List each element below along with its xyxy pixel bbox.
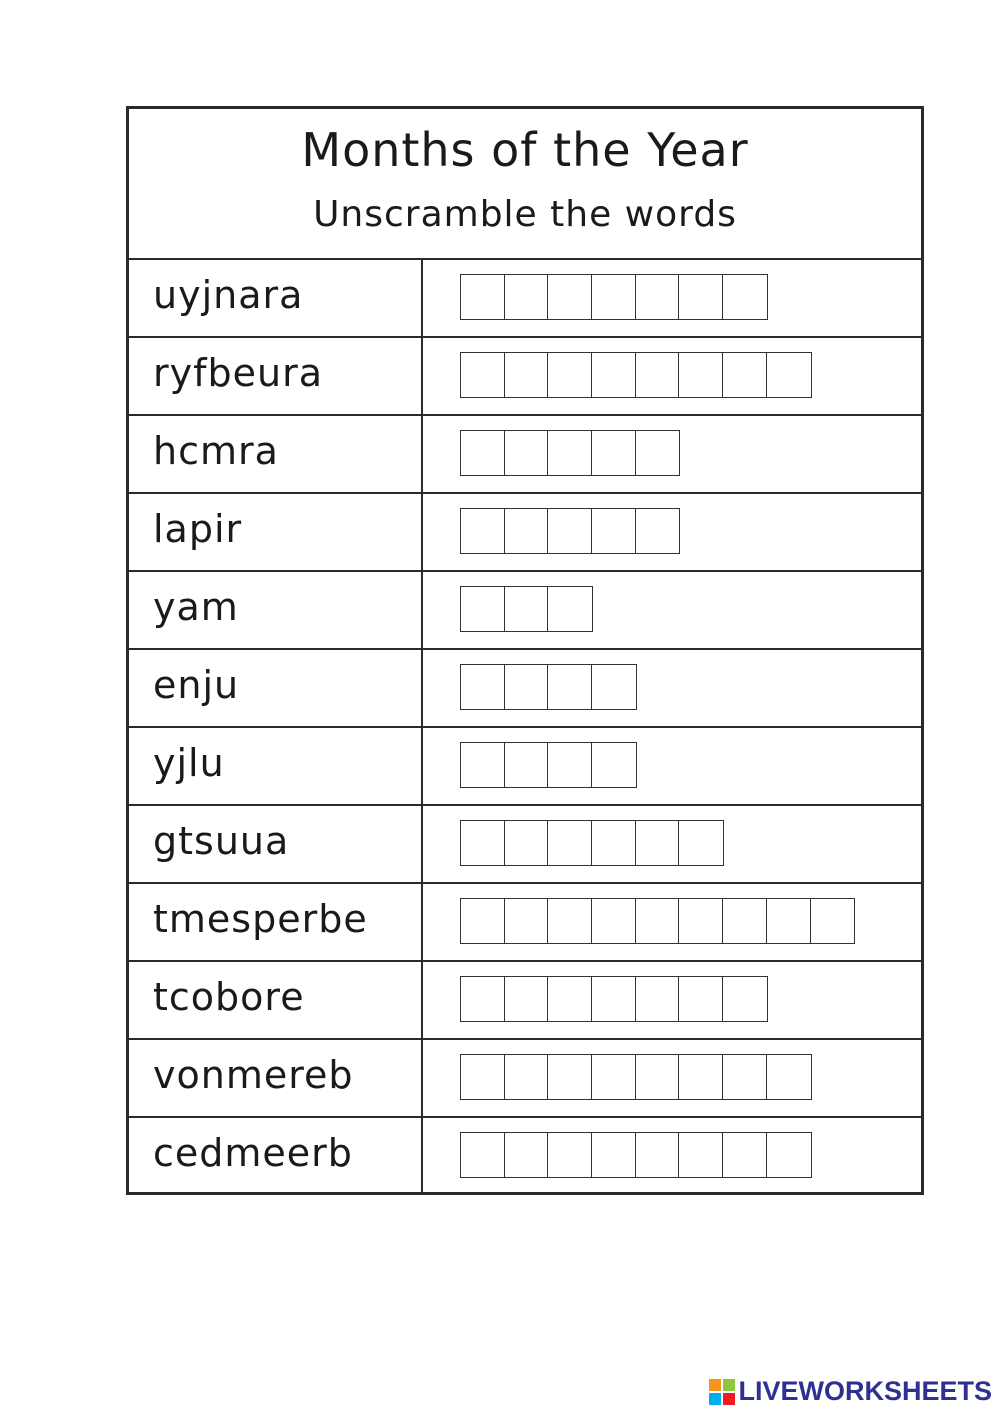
letter-box[interactable] (592, 431, 636, 475)
letter-boxes (460, 664, 637, 710)
letter-box[interactable] (767, 899, 811, 943)
liveworksheets-logo-icon (709, 1379, 735, 1405)
letter-box[interactable] (636, 1133, 680, 1177)
page-title: Months of the Year (301, 123, 749, 177)
letter-box[interactable] (679, 275, 723, 319)
scrambled-word: tcobore (129, 962, 423, 1038)
letter-box[interactable] (461, 509, 505, 553)
letter-box[interactable] (505, 587, 549, 631)
letter-box[interactable] (461, 275, 505, 319)
letter-box[interactable] (461, 1055, 505, 1099)
letter-box[interactable] (811, 899, 855, 943)
word-row (129, 884, 921, 962)
letter-box[interactable] (461, 665, 505, 709)
word-row (129, 494, 921, 572)
word-row (129, 806, 921, 884)
brand-watermark (709, 1376, 992, 1407)
letter-box[interactable] (592, 821, 636, 865)
letter-box[interactable] (636, 977, 680, 1021)
letter-box[interactable] (636, 821, 680, 865)
letter-box[interactable] (548, 899, 592, 943)
letter-box[interactable] (767, 1133, 811, 1177)
letter-box[interactable] (461, 977, 505, 1021)
page-subtitle: Unscramble the words (313, 194, 737, 235)
letter-box[interactable] (548, 1055, 592, 1099)
letter-box[interactable] (592, 353, 636, 397)
answer-cell (423, 1118, 921, 1194)
letter-box[interactable] (505, 977, 549, 1021)
letter-box[interactable] (592, 665, 636, 709)
letter-box[interactable] (636, 509, 680, 553)
scrambled-word: cedmeerb (129, 1118, 423, 1194)
word-row (129, 1118, 921, 1194)
letter-box[interactable] (505, 353, 549, 397)
letter-box[interactable] (723, 1055, 767, 1099)
letter-box[interactable] (461, 899, 505, 943)
scrambled-word: enju (129, 650, 423, 726)
scrambled-word: yam (129, 572, 423, 648)
answer-cell (423, 1040, 921, 1116)
letter-box[interactable] (723, 353, 767, 397)
scrambled-word: uyjnara (129, 260, 423, 336)
letter-box[interactable] (592, 1133, 636, 1177)
letter-box[interactable] (767, 1055, 811, 1099)
letter-box[interactable] (592, 743, 636, 787)
answer-cell (423, 962, 921, 1038)
letter-box[interactable] (548, 275, 592, 319)
answer-cell (423, 884, 921, 960)
letter-box[interactable] (592, 509, 636, 553)
letter-box[interactable] (636, 1055, 680, 1099)
letter-box[interactable] (592, 1055, 636, 1099)
letter-box[interactable] (679, 1055, 723, 1099)
letter-box[interactable] (767, 353, 811, 397)
word-row (129, 338, 921, 416)
answer-cell (423, 338, 921, 414)
word-row (129, 962, 921, 1040)
letter-box[interactable] (679, 1133, 723, 1177)
worksheet-header (129, 109, 921, 260)
letter-box[interactable] (461, 587, 505, 631)
letter-box[interactable] (505, 1055, 549, 1099)
word-row (129, 728, 921, 806)
answer-cell (423, 806, 921, 882)
letter-box[interactable] (548, 509, 592, 553)
letter-boxes (460, 898, 855, 944)
letter-box[interactable] (548, 977, 592, 1021)
letter-boxes (460, 430, 680, 476)
answer-cell (423, 494, 921, 570)
letter-boxes (460, 274, 768, 320)
letter-box[interactable] (505, 275, 549, 319)
letter-box[interactable] (548, 1133, 592, 1177)
word-row (129, 650, 921, 728)
brand-name: LIVEWORKSHEETS (738, 1376, 992, 1406)
answer-cell (423, 260, 921, 336)
scrambled-word: ryfbeura (129, 338, 423, 414)
letter-box[interactable] (636, 353, 680, 397)
answer-cell (423, 650, 921, 726)
letter-box[interactable] (505, 1133, 549, 1177)
letter-box[interactable] (548, 431, 592, 475)
letter-box[interactable] (505, 509, 549, 553)
letter-box[interactable] (636, 431, 680, 475)
scrambled-word: lapir (129, 494, 423, 570)
letter-box[interactable] (505, 821, 549, 865)
letter-box[interactable] (461, 743, 505, 787)
letter-box[interactable] (636, 899, 680, 943)
scrambled-word: gtsuua (129, 806, 423, 882)
letter-boxes (460, 508, 680, 554)
letter-boxes (460, 1054, 812, 1100)
word-rows (129, 260, 921, 1194)
letter-box[interactable] (592, 899, 636, 943)
letter-box[interactable] (723, 1133, 767, 1177)
letter-boxes (460, 820, 724, 866)
scrambled-word: tmesperbe (129, 884, 423, 960)
letter-boxes (460, 976, 768, 1022)
letter-box[interactable] (461, 431, 505, 475)
letter-box[interactable] (723, 899, 767, 943)
letter-box[interactable] (723, 275, 767, 319)
letter-box[interactable] (592, 977, 636, 1021)
scrambled-word: vonmereb (129, 1040, 423, 1116)
letter-box[interactable] (461, 1133, 505, 1177)
answer-cell (423, 572, 921, 648)
letter-box[interactable] (548, 821, 592, 865)
letter-box[interactable] (592, 275, 636, 319)
answer-cell (423, 728, 921, 804)
letter-box[interactable] (548, 743, 592, 787)
letter-box[interactable] (461, 821, 505, 865)
letter-box[interactable] (723, 977, 767, 1021)
letter-box[interactable] (505, 431, 549, 475)
letter-box[interactable] (679, 353, 723, 397)
scrambled-word: yjlu (129, 728, 423, 804)
letter-box[interactable] (505, 743, 549, 787)
letter-box[interactable] (679, 899, 723, 943)
answer-cell (423, 416, 921, 492)
letter-boxes (460, 352, 812, 398)
worksheet-table (126, 106, 924, 1195)
letter-box[interactable] (461, 353, 505, 397)
letter-box[interactable] (548, 665, 592, 709)
letter-box[interactable] (679, 821, 723, 865)
letter-boxes (460, 1132, 812, 1178)
letter-boxes (460, 742, 637, 788)
word-row (129, 1040, 921, 1118)
word-row (129, 572, 921, 650)
letter-box[interactable] (636, 275, 680, 319)
letter-box[interactable] (679, 977, 723, 1021)
letter-box[interactable] (505, 665, 549, 709)
word-row (129, 416, 921, 494)
word-row (129, 260, 921, 338)
letter-box[interactable] (505, 899, 549, 943)
letter-box[interactable] (548, 587, 592, 631)
letter-box[interactable] (548, 353, 592, 397)
letter-boxes (460, 586, 593, 632)
scrambled-word: hcmra (129, 416, 423, 492)
